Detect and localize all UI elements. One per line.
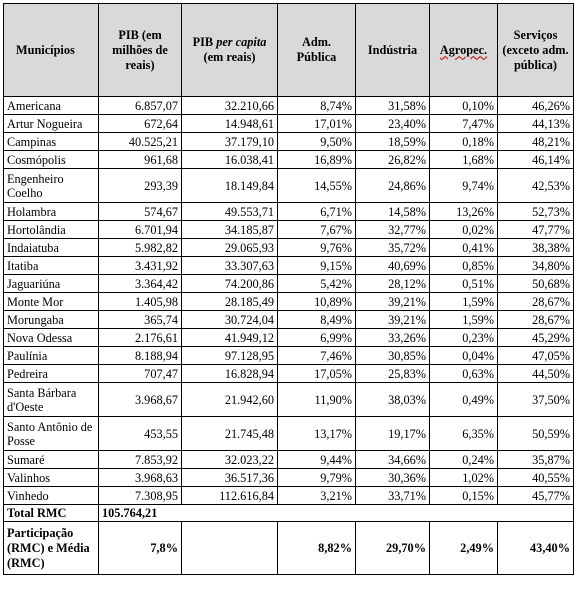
industria-cell: 34,66% bbox=[356, 451, 430, 469]
municipio-cell: Pedreira bbox=[4, 365, 99, 383]
total-label: Total RMC bbox=[4, 505, 99, 522]
industria-cell: 32,77% bbox=[356, 221, 430, 239]
table-row bbox=[4, 239, 574, 257]
pib-per-capita-cell: 74.200,86 bbox=[182, 275, 278, 293]
servicos-cell: 46,14% bbox=[498, 151, 574, 169]
agropec-cell: 1,59% bbox=[430, 293, 498, 311]
adm-publica-cell: 7,67% bbox=[278, 221, 356, 239]
servicos-cell: 44,50% bbox=[498, 365, 574, 383]
participacao-label: Participação (RMC) e Média (RMC) bbox=[4, 522, 99, 575]
participacao-agropec: 2,49% bbox=[430, 522, 498, 575]
pib-per-capita-cell: 36.517,36 bbox=[182, 469, 278, 487]
pib-cell: 40.525,21 bbox=[99, 133, 182, 151]
agropec-cell: 0,23% bbox=[430, 329, 498, 347]
table-row bbox=[4, 203, 574, 221]
industria-cell: 25,83% bbox=[356, 365, 430, 383]
servicos-cell: 47,77% bbox=[498, 221, 574, 239]
pib-per-capita-cell: 41.949,12 bbox=[182, 329, 278, 347]
pib-per-capita-cell: 21.745,48 bbox=[182, 417, 278, 451]
agropec-cell: 6,35% bbox=[430, 417, 498, 451]
municipio-cell: Engenheiro Coelho bbox=[4, 169, 99, 203]
header-servicos: Serviços (exceto adm. pública) bbox=[498, 4, 574, 97]
header-agropec bbox=[430, 4, 498, 97]
table-row bbox=[4, 169, 574, 203]
agropec-cell: 13,26% bbox=[430, 203, 498, 221]
servicos-cell: 42,53% bbox=[498, 169, 574, 203]
pib-cell: 672,64 bbox=[99, 115, 182, 133]
table-row bbox=[4, 487, 574, 505]
municipio-cell: Santa Bárbara d'Oeste bbox=[4, 383, 99, 417]
pib-cell: 365,74 bbox=[99, 311, 182, 329]
pib-cell: 453,55 bbox=[99, 417, 182, 451]
adm-publica-cell: 8,49% bbox=[278, 311, 356, 329]
pib-cell: 574,67 bbox=[99, 203, 182, 221]
participacao-row bbox=[4, 522, 574, 575]
servicos-cell: 47,05% bbox=[498, 347, 574, 365]
pib-per-capita-cell: 16.038,41 bbox=[182, 151, 278, 169]
table-row bbox=[4, 221, 574, 239]
pib-cell: 7.308,95 bbox=[99, 487, 182, 505]
pib-cell: 707,47 bbox=[99, 365, 182, 383]
municipio-cell: Paulínia bbox=[4, 347, 99, 365]
pib-per-capita-cell: 34.185,87 bbox=[182, 221, 278, 239]
participacao-pib: 7,8% bbox=[99, 522, 182, 575]
servicos-cell: 28,67% bbox=[498, 311, 574, 329]
table-row bbox=[4, 151, 574, 169]
pib-cell: 3.431,92 bbox=[99, 257, 182, 275]
header-pib-per-capita-italic: per capita bbox=[216, 35, 267, 49]
municipio-cell: Valinhos bbox=[4, 469, 99, 487]
header-municipios: Municípios bbox=[4, 4, 99, 97]
table-footer bbox=[4, 505, 574, 575]
participacao-capita bbox=[182, 522, 278, 575]
agropec-cell: 0,18% bbox=[430, 133, 498, 151]
municipio-cell: Morungaba bbox=[4, 311, 99, 329]
municipio-cell: Hortolândia bbox=[4, 221, 99, 239]
total-pib: 105.764,21 bbox=[99, 505, 574, 522]
adm-publica-cell: 17,01% bbox=[278, 115, 356, 133]
agropec-cell: 0,15% bbox=[430, 487, 498, 505]
municipio-cell: Itatiba bbox=[4, 257, 99, 275]
industria-cell: 40,69% bbox=[356, 257, 430, 275]
municipio-cell: Monte Mor bbox=[4, 293, 99, 311]
header-agropec-label: Agropec. bbox=[439, 42, 488, 57]
servicos-cell: 34,80% bbox=[498, 257, 574, 275]
pib-cell: 3.364,42 bbox=[99, 275, 182, 293]
table-row bbox=[4, 311, 574, 329]
pib-cell: 3.968,67 bbox=[99, 383, 182, 417]
industria-cell: 28,12% bbox=[356, 275, 430, 293]
adm-publica-cell: 9,76% bbox=[278, 239, 356, 257]
industria-cell: 33,71% bbox=[356, 487, 430, 505]
adm-publica-cell: 9,79% bbox=[278, 469, 356, 487]
adm-publica-cell: 9,15% bbox=[278, 257, 356, 275]
table-row bbox=[4, 257, 574, 275]
industria-cell: 35,72% bbox=[356, 239, 430, 257]
industria-cell: 26,82% bbox=[356, 151, 430, 169]
table-row bbox=[4, 329, 574, 347]
pib-cell: 3.968,63 bbox=[99, 469, 182, 487]
table-row bbox=[4, 115, 574, 133]
agropec-cell: 0,49% bbox=[430, 383, 498, 417]
participacao-servicos: 43,40% bbox=[498, 522, 574, 575]
table-header bbox=[4, 4, 574, 97]
pib-per-capita-cell: 97.128,95 bbox=[182, 347, 278, 365]
adm-publica-cell: 8,74% bbox=[278, 97, 356, 115]
header-pib-per-capita-pre: PIB bbox=[192, 35, 217, 49]
industria-cell: 30,36% bbox=[356, 469, 430, 487]
pib-per-capita-cell: 16.828,94 bbox=[182, 365, 278, 383]
pib-cell: 7.853,92 bbox=[99, 451, 182, 469]
agropec-cell: 9,74% bbox=[430, 169, 498, 203]
municipio-cell: Campinas bbox=[4, 133, 99, 151]
pib-cell: 5.982,82 bbox=[99, 239, 182, 257]
municipio-cell: Indaiatuba bbox=[4, 239, 99, 257]
table-row bbox=[4, 365, 574, 383]
agropec-cell: 1,02% bbox=[430, 469, 498, 487]
agropec-cell: 7,47% bbox=[430, 115, 498, 133]
pib-per-capita-cell: 49.553,71 bbox=[182, 203, 278, 221]
agropec-cell: 0,41% bbox=[430, 239, 498, 257]
table-row bbox=[4, 451, 574, 469]
adm-publica-cell: 9,50% bbox=[278, 133, 356, 151]
pib-per-capita-cell: 112.616,84 bbox=[182, 487, 278, 505]
pib-per-capita-cell: 18.149,84 bbox=[182, 169, 278, 203]
servicos-cell: 38,38% bbox=[498, 239, 574, 257]
table-row bbox=[4, 133, 574, 151]
municipio-cell: Nova Odessa bbox=[4, 329, 99, 347]
pib-per-capita-cell: 32.210,66 bbox=[182, 97, 278, 115]
industria-cell: 39,21% bbox=[356, 311, 430, 329]
pib-cell: 6.701,94 bbox=[99, 221, 182, 239]
gdp-table bbox=[3, 3, 574, 575]
pib-per-capita-cell: 33.307,63 bbox=[182, 257, 278, 275]
adm-publica-cell: 3,21% bbox=[278, 487, 356, 505]
participacao-industria: 29,70% bbox=[356, 522, 430, 575]
agropec-cell: 0,63% bbox=[430, 365, 498, 383]
servicos-cell: 35,87% bbox=[498, 451, 574, 469]
pib-per-capita-cell: 32.023,22 bbox=[182, 451, 278, 469]
industria-cell: 38,03% bbox=[356, 383, 430, 417]
industria-cell: 24,86% bbox=[356, 169, 430, 203]
municipio-cell: Santo Antônio de Posse bbox=[4, 417, 99, 451]
header-adm-publica: Adm. Pública bbox=[278, 4, 356, 97]
servicos-cell: 48,21% bbox=[498, 133, 574, 151]
industria-cell: 30,85% bbox=[356, 347, 430, 365]
pib-cell: 293,39 bbox=[99, 169, 182, 203]
table-body bbox=[4, 97, 574, 505]
agropec-cell: 1,59% bbox=[430, 311, 498, 329]
table-row bbox=[4, 383, 574, 417]
servicos-cell: 52,73% bbox=[498, 203, 574, 221]
municipio-cell: Holambra bbox=[4, 203, 99, 221]
industria-cell: 31,58% bbox=[356, 97, 430, 115]
adm-publica-cell: 9,44% bbox=[278, 451, 356, 469]
municipio-cell: Sumaré bbox=[4, 451, 99, 469]
servicos-cell: 40,55% bbox=[498, 469, 574, 487]
pib-cell: 1.405,98 bbox=[99, 293, 182, 311]
servicos-cell: 45,77% bbox=[498, 487, 574, 505]
table-row bbox=[4, 469, 574, 487]
agropec-cell: 0,04% bbox=[430, 347, 498, 365]
agropec-cell: 0,85% bbox=[430, 257, 498, 275]
adm-publica-cell: 10,89% bbox=[278, 293, 356, 311]
adm-publica-cell: 7,46% bbox=[278, 347, 356, 365]
pib-per-capita-cell: 21.942,60 bbox=[182, 383, 278, 417]
pib-cell: 6.857,07 bbox=[99, 97, 182, 115]
pib-per-capita-cell: 37.179,10 bbox=[182, 133, 278, 151]
header-industria: Indústria bbox=[356, 4, 430, 97]
total-row bbox=[4, 505, 574, 522]
table-row bbox=[4, 275, 574, 293]
servicos-cell: 37,50% bbox=[498, 383, 574, 417]
servicos-cell: 44,13% bbox=[498, 115, 574, 133]
municipio-cell: Artur Nogueira bbox=[4, 115, 99, 133]
header-pib: PIB (em milhões de reais) bbox=[99, 4, 182, 97]
adm-publica-cell: 5,42% bbox=[278, 275, 356, 293]
table-row bbox=[4, 417, 574, 451]
industria-cell: 18,59% bbox=[356, 133, 430, 151]
agropec-cell: 0,10% bbox=[430, 97, 498, 115]
industria-cell: 23,40% bbox=[356, 115, 430, 133]
municipio-cell: Vinhedo bbox=[4, 487, 99, 505]
adm-publica-cell: 11,90% bbox=[278, 383, 356, 417]
pib-cell: 961,68 bbox=[99, 151, 182, 169]
municipio-cell: Jaguariúna bbox=[4, 275, 99, 293]
agropec-cell: 0,02% bbox=[430, 221, 498, 239]
servicos-cell: 50,59% bbox=[498, 417, 574, 451]
agropec-cell: 0,51% bbox=[430, 275, 498, 293]
header-pib-per-capita bbox=[182, 4, 278, 97]
agropec-cell: 1,68% bbox=[430, 151, 498, 169]
servicos-cell: 46,26% bbox=[498, 97, 574, 115]
table-row bbox=[4, 97, 574, 115]
pib-per-capita-cell: 30.724,04 bbox=[182, 311, 278, 329]
adm-publica-cell: 16,89% bbox=[278, 151, 356, 169]
industria-cell: 19,17% bbox=[356, 417, 430, 451]
participacao-adm: 8,82% bbox=[278, 522, 356, 575]
pib-per-capita-cell: 14.948,61 bbox=[182, 115, 278, 133]
industria-cell: 33,26% bbox=[356, 329, 430, 347]
municipio-cell: Americana bbox=[4, 97, 99, 115]
municipio-cell: Cosmópolis bbox=[4, 151, 99, 169]
adm-publica-cell: 6,71% bbox=[278, 203, 356, 221]
header-pib-per-capita-post: (em reais) bbox=[203, 50, 256, 64]
industria-cell: 39,21% bbox=[356, 293, 430, 311]
pib-cell: 2.176,61 bbox=[99, 329, 182, 347]
servicos-cell: 50,68% bbox=[498, 275, 574, 293]
pib-per-capita-cell: 29.065,93 bbox=[182, 239, 278, 257]
servicos-cell: 28,67% bbox=[498, 293, 574, 311]
table-row bbox=[4, 347, 574, 365]
industria-cell: 14,58% bbox=[356, 203, 430, 221]
adm-publica-cell: 13,17% bbox=[278, 417, 356, 451]
table-row bbox=[4, 293, 574, 311]
adm-publica-cell: 17,05% bbox=[278, 365, 356, 383]
pib-per-capita-cell: 28.185,49 bbox=[182, 293, 278, 311]
adm-publica-cell: 6,99% bbox=[278, 329, 356, 347]
pib-cell: 8.188,94 bbox=[99, 347, 182, 365]
agropec-cell: 0,24% bbox=[430, 451, 498, 469]
adm-publica-cell: 14,55% bbox=[278, 169, 356, 203]
servicos-cell: 45,29% bbox=[498, 329, 574, 347]
